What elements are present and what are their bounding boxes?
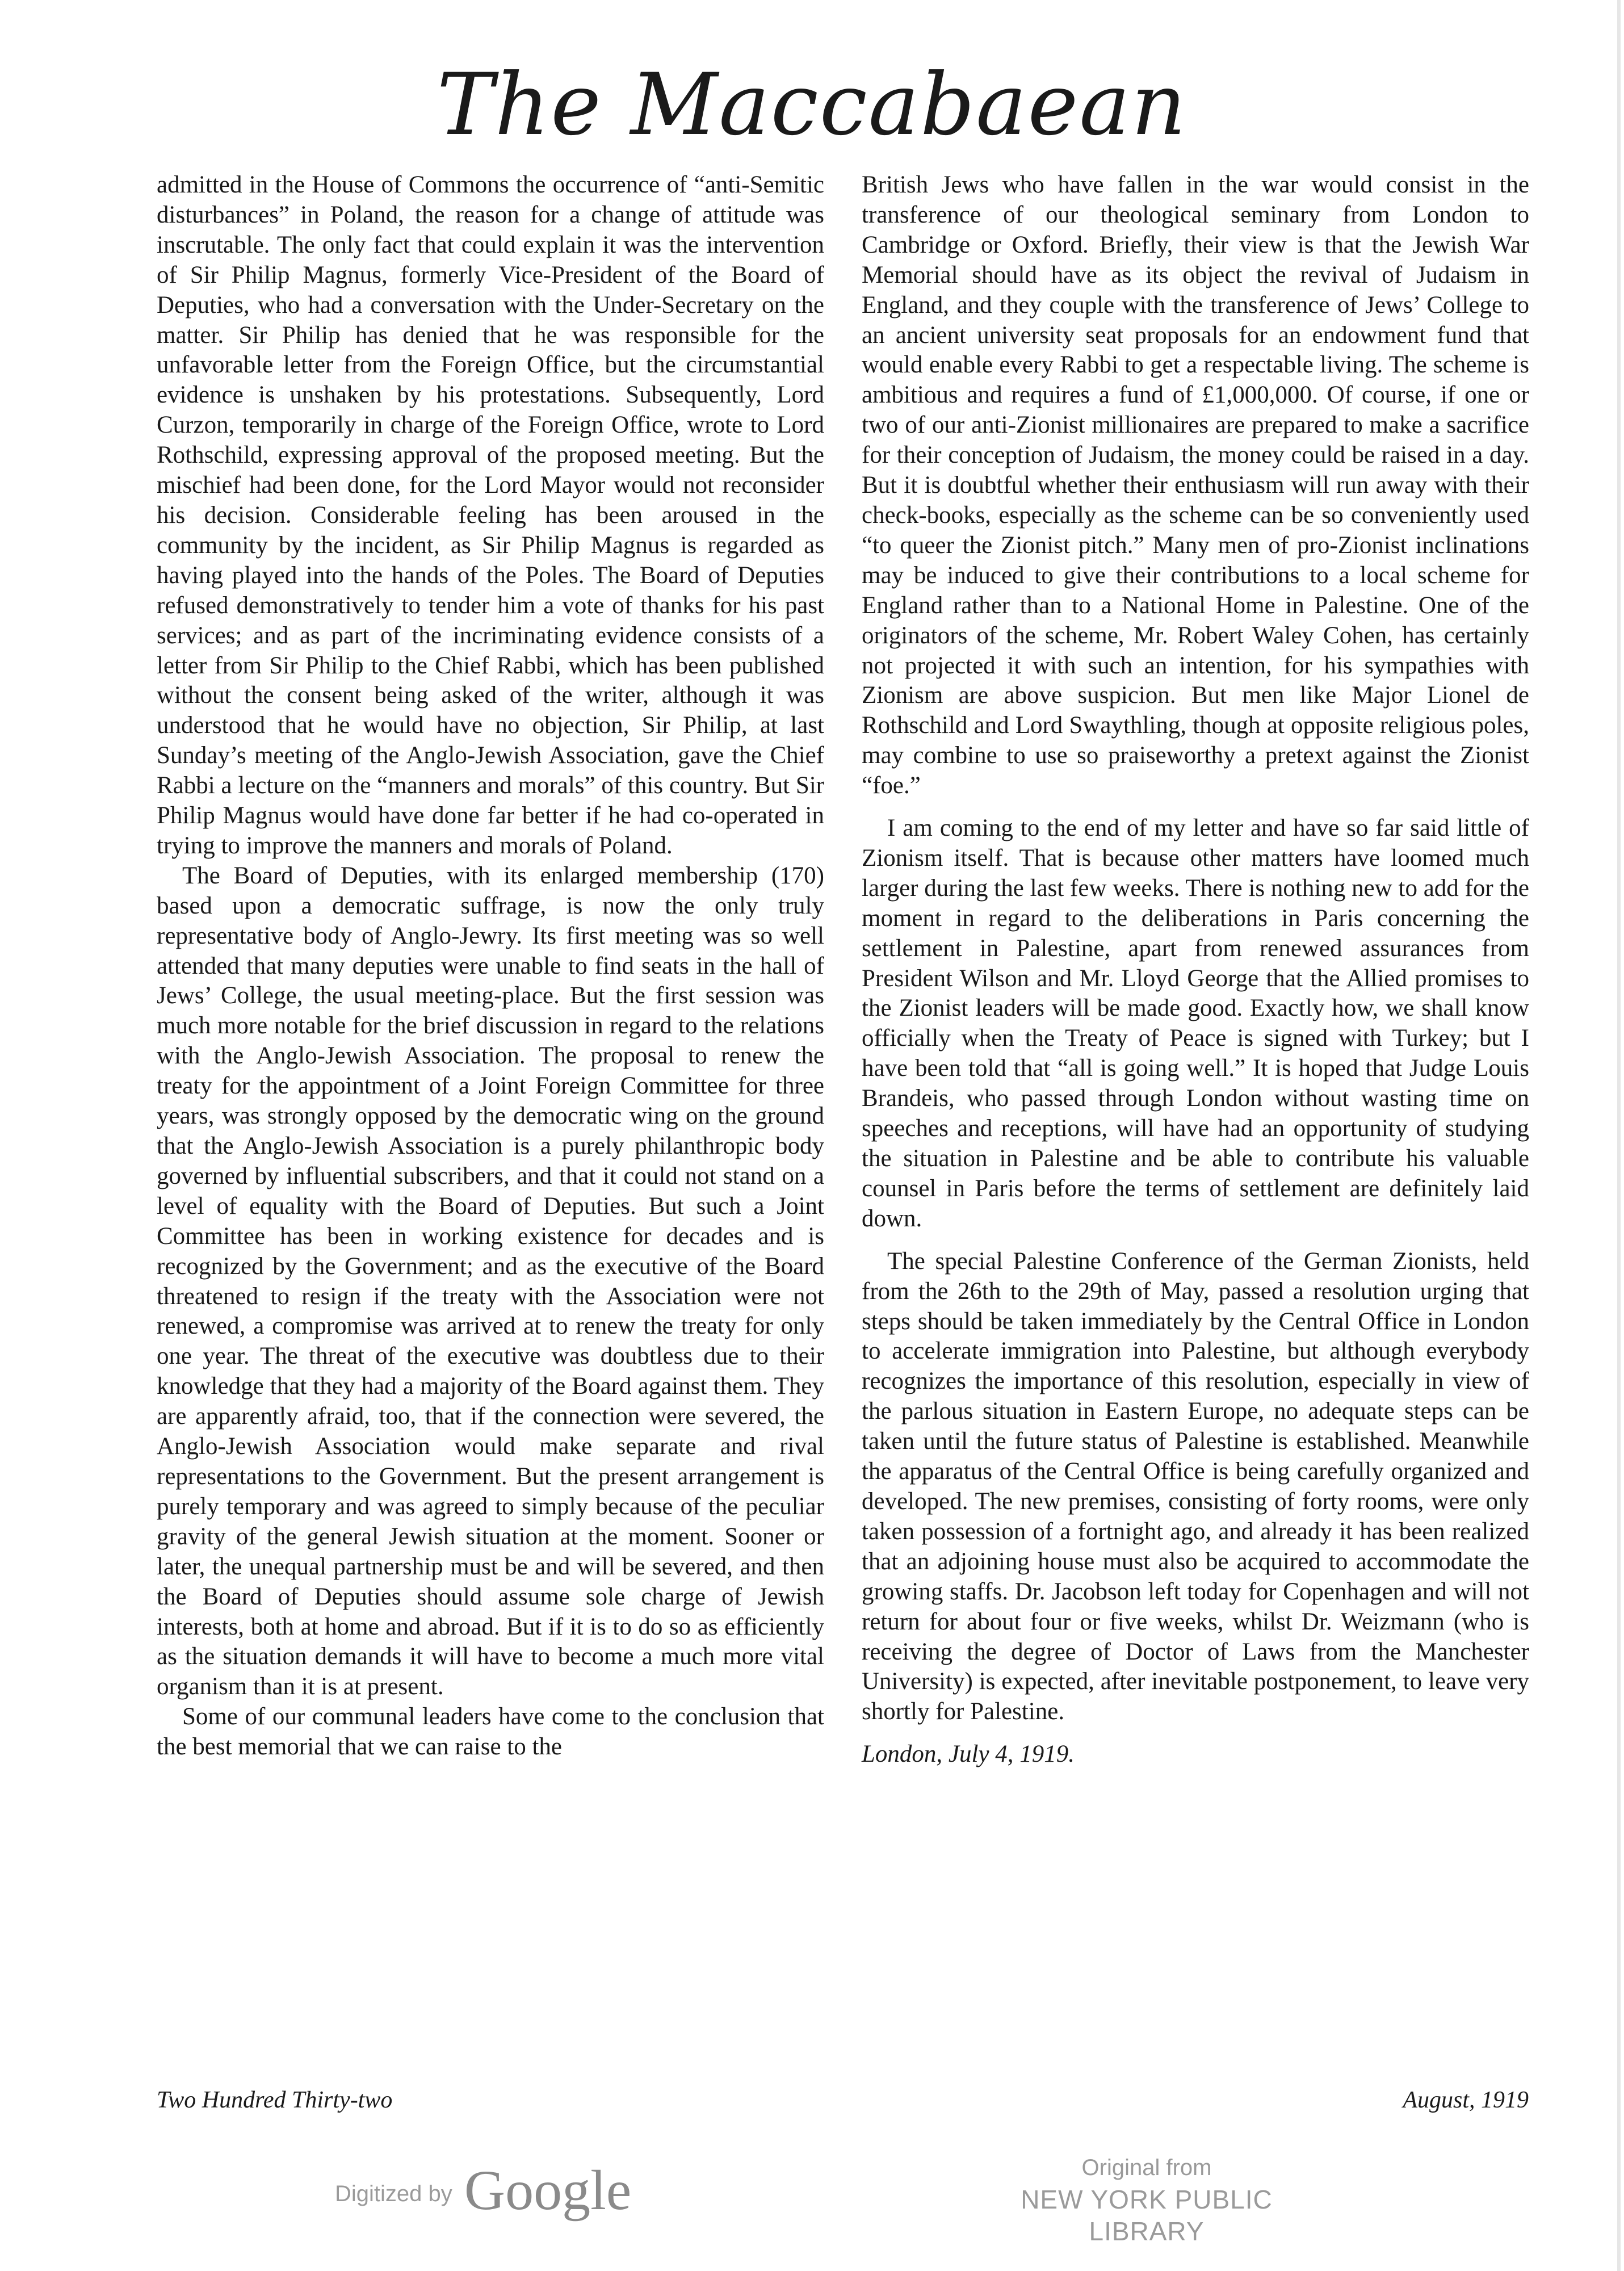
- issue-date: August, 1919: [1403, 2087, 1529, 2113]
- paragraph: Some of our communal leaders have come to the conclusion that the best memorial that we can raise to the: [157, 1703, 824, 1761]
- paragraph: I am coming to the end of my letter and have so far said little of Zionism itself. That is because other matters have loomed much larger during the last few weeks. There is nothing new to add for the moment in regard to the deliberations in Paris concerning the settlement in Palestine, apart from renewed assurances from President Wilson and Mr. Lloyd George that the Allied promises to the Zionist leaders will be made good. Exactly how, we shall know officially when the Treaty of Peace is signed with Turkey; but I have been told that “all is going well.” It is hoped that Judge Louis Brandeis, who passed through London without wasting time on speeches and receptions, will have had an opportunity of studying the situation in Palestine and be able to contribute his valuable counsel in Paris before the terms of settlement are definitely laid down.: [862, 815, 1529, 1232]
- paragraph: British Jews who have fallen in the war would consist in the transference of our theological seminary from London to Cambridge or Oxford. Briefly, their view is that the Jewish War Memorial should have as its object the revival of Judaism in England, and they couple with the transference of Jews’ College to an ancient university seat proposals for an endowment fund that would enable every Rabbi to get a respectable living. The scheme is ambitious and requires a fund of £1,000,000. Of course, if one or two of our anti-Zionist millionaires are prepared to make a sacrifice for their conception of Judaism, the money could be raised in a day. But it is doubtful whether their enthusiasm will run away with their check-books, especially as the scheme can be so conveniently used “to queer the Zionist pitch.” Many men of pro-Zionist inclinations may be induced to give their contributions to a local scheme for England rather than to a National Home in Palestine. One of the originators of the scheme, Mr. Robert Waley Cohen, has certainly not projected it with such an intention, for his sympathies with Zionism are above suspicion. But men like Major Lionel de Rothschild and Lord Swaythling, though at opposite religious poles, may combine to use so praiseworthy a pretext against the Zionist “foe.”: [862, 171, 1529, 799]
- masthead-title: The Maccabaean: [437, 56, 1187, 154]
- page-number-label: Two Hundred Thirty-two: [157, 2087, 393, 2113]
- left-column: [157, 170, 824, 1762]
- page-edge: [1617, 0, 1621, 2271]
- google-logo: Google: [464, 2159, 632, 2222]
- library-name: NEW YORK PUBLIC LIBRARY: [1021, 2185, 1273, 2246]
- paragraph: admitted in the House of Commons the occurrence of “anti-Semitic disturbances” in Poland, the reason for a change of attitude was inscrutable. The only fact that could explain it was the intervention of Sir Philip Magnus, formerly Vice-President of the Board of Deputies, who had a conversation with the Under-Secretary on the matter. Sir Philip has denied that he was responsible for the unfavorable letter from the Foreign Office, but the circumstantial evidence is unshaken by his protestations. Subsequently, Lord Curzon, temporarily in charge of the Foreign Office, wrote to Lord Rothschild, expressing approval of the proposed meeting. But the mischief had been done, for the Lord Mayor would not reconsider his decision. Considerable feeling has been aroused in the community by the incident, as Sir Philip Magnus is regarded as having played into the hands of the Poles. The Board of Deputies refused demonstratively to tender him a vote of thanks for his past services; and as part of the incriminating evidence consists of a letter from Sir Philip to the Chief Rabbi, which has been published without the consent being asked of the writer, although it was understood that he would have no objection, Sir Philip, at last Sunday’s meeting of the Anglo-Jewish Association, gave the Chief Rabbi a lecture on the “manners and morals” of this country. But Sir Philip Magnus would have done far better if he had co-operated in trying to improve the manners and morals of Poland.: [157, 171, 824, 859]
- paragraph: The special Palestine Conference of the German Zionists, held from the 26th to the 29th of May, passed a resolution urging that steps should be taken immediately by the Central Office in London to accelerate immigration into Palestine, but although everybody recognizes the importance of this resolution, especially in view of the parlous situation in Eastern Europe, no adequate steps can be taken until the future status of Palestine is established. Meanwhile the apparatus of the Central Office is being carefully organized and developed. The new premises, consisting of forty rooms, were only taken possession of a fortnight ago, and already it has been realized that an adjoining house must also be acquired to accommodate the growing staffs. Dr. Jacobson left today for Copenhagen and will not return for about four or five weeks, whilst Dr. Weizmann (who is receiving the degree of Doctor of Laws from the Manchester University) is expected, after inevitable postponement, to leave very shortly for Palestine.: [862, 1247, 1529, 1725]
- original-from-text: Original from: [1081, 2155, 1212, 2180]
- right-column: [862, 170, 1529, 1770]
- digitized-by-watermark: [335, 2157, 631, 2223]
- digitized-by-text: Digitized by: [335, 2181, 452, 2206]
- dateline-signoff: London, July 4, 1919.: [862, 1741, 1075, 1768]
- paragraph: The Board of Deputies, with its enlarged membership (170) based upon a democratic suffrage, is now the only truly representative body of Anglo-Jewry. Its first meeting was so well attended that many deputies were unable to find seats in the hall of Jews’ College, the usual meeting-place. But the first session was much more notable for the brief discussion in regard to the relations with the Anglo-Jewish Association. The proposal to renew the treaty for the appointment of a Joint Foreign Committee for three years, was strongly opposed by the democratic wing on the ground that the Anglo-Jewish Association is a purely philanthropic body governed by influential subscribers, and that it could not stand on a level of equality with the Board of Deputies. But such a Joint Committee has been in working existence for decades and is recognized by the Government; and as the executive of the Board threatened to resign if the treaty with the Association were not renewed, a compromise was arrived at to renew the treaty for only one year. The threat of the executive was doubtless due to their knowledge that they had a majority of the Board against them. They are apparently afraid, too, that if the connection were severed, the Anglo-Jewish Association would make separate and rival representations to the Government. But the present arrangement is purely temporary and was agreed to simply because of the peculiar gravity of the general Jewish situation at the moment. Sooner or later, the unequal partnership must be and will be severed, and then the Board of Deputies should assume sole charge of Jewish interests, both at home and abroad. But if it is to do so as efficiently as the situation demands it will have to become a much more vital organism than it is at present.: [157, 862, 824, 1700]
- source-watermark: [976, 2152, 1317, 2247]
